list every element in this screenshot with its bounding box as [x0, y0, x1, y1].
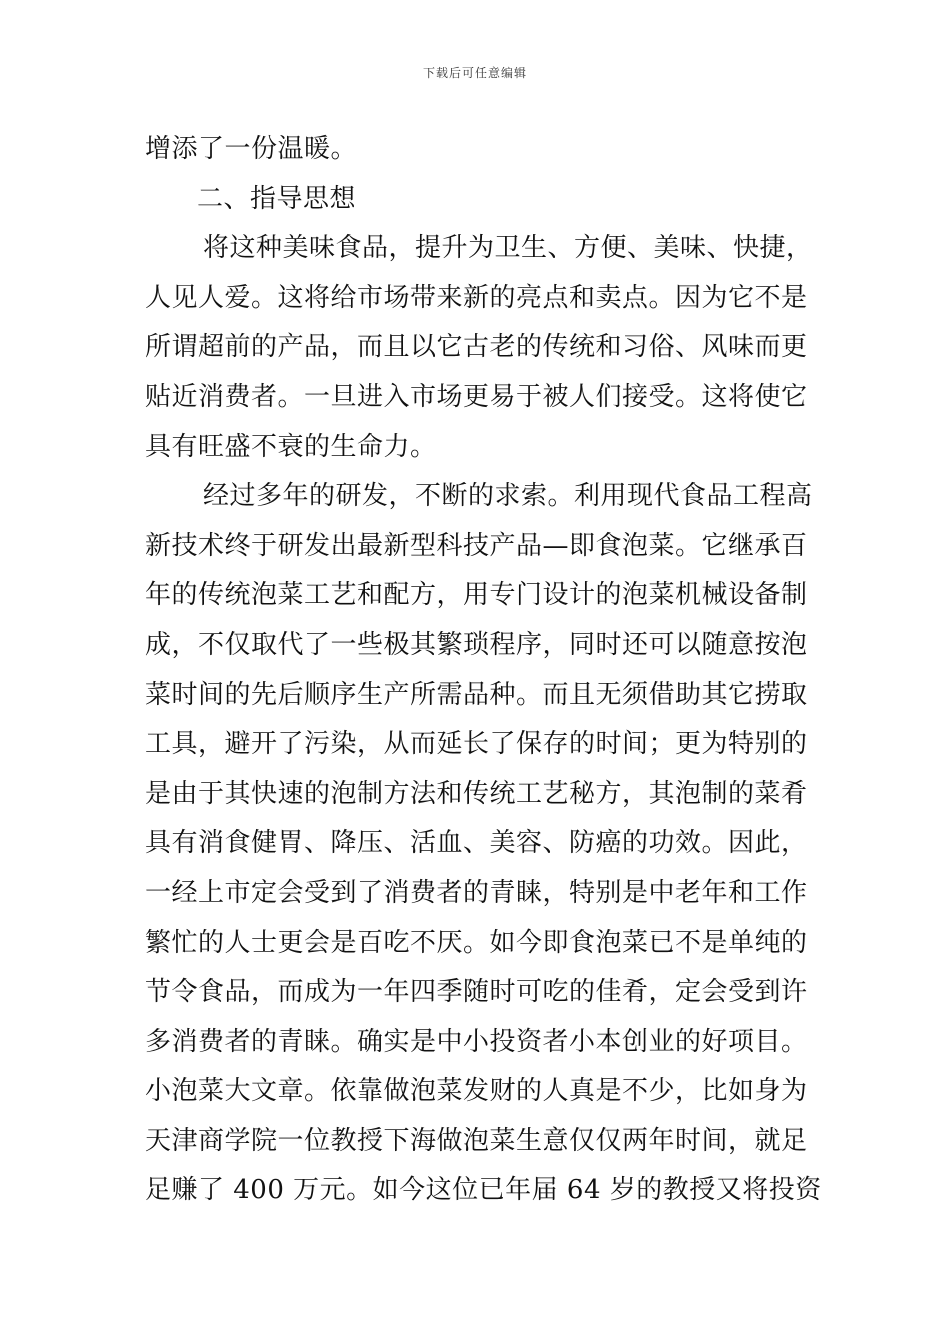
text-line: 具有旺盛不衰的生命力。 — [145, 431, 437, 462]
text-line: 小泡菜大文章。依靠做泡菜发财的人真是不少，比如身为 — [145, 1076, 808, 1107]
text-line: 多消费者的青睐。确实是中小投资者小本创业的好项目。 — [145, 1026, 808, 1057]
text-line: 贴近消费者。一旦进入市场更易于被人们接受。这将使它 — [145, 381, 808, 412]
text-line: 工具，避开了污染，从而延长了保存的时间；更为特别的 — [145, 729, 808, 760]
text-line: 所谓超前的产品，而且以它古老的传统和习俗、风味而更 — [145, 332, 808, 363]
document-body — [145, 125, 822, 1216]
text-line: 菜时间的先后顺序生产所需品种。而且无须借助其它捞取 — [145, 679, 808, 710]
text-line: 节令食品，而成为一年四季随时可吃的佳肴，定会受到许 — [145, 977, 808, 1008]
text-line: 人见人爱。这将给市场带来新的亮点和卖点。因为它不是 — [145, 282, 808, 313]
text-line: 具有消食健胃、降压、活血、美容、防癌的功效。因此， — [145, 828, 808, 859]
text-line: 足赚了 400 万元。如今这位已年届 64 岁的教授又将投资 — [145, 1175, 822, 1206]
text-line: 天津商学院一位教授下海做泡菜生意仅仅两年时间，就足 — [145, 1125, 808, 1156]
section-heading: 二、指导思想 — [197, 183, 357, 214]
text-line: 是由于其快速的泡制方法和传统工艺秘方，其泡制的菜肴 — [145, 778, 808, 809]
paragraph-first-line: 将这种美味食品，提升为卫生、方便、美味、快捷， — [203, 233, 813, 264]
text-line: 繁忙的人士更会是百吃不厌。如今即食泡菜已不是单纯的 — [145, 927, 808, 958]
text-line: 年的传统泡菜工艺和配方，用专门设计的泡菜机械设备制 — [145, 580, 808, 611]
text-line: 一经上市定会受到了消费者的青睐，特别是中老年和工作 — [145, 877, 808, 908]
page-header: 下载后可任意编辑 — [422, 66, 527, 80]
paragraph-first-line: 经过多年的研发，不断的求索。利用现代食品工程高 — [203, 481, 813, 512]
text-line: 成，不仅取代了一些极其繁琐程序，同时还可以随意按泡 — [145, 629, 808, 660]
text-line: 新技术终于研发出最新型科技产品—即食泡菜。它继承百 — [145, 530, 808, 561]
text-line: 增添了一份温暖。 — [145, 134, 358, 164]
